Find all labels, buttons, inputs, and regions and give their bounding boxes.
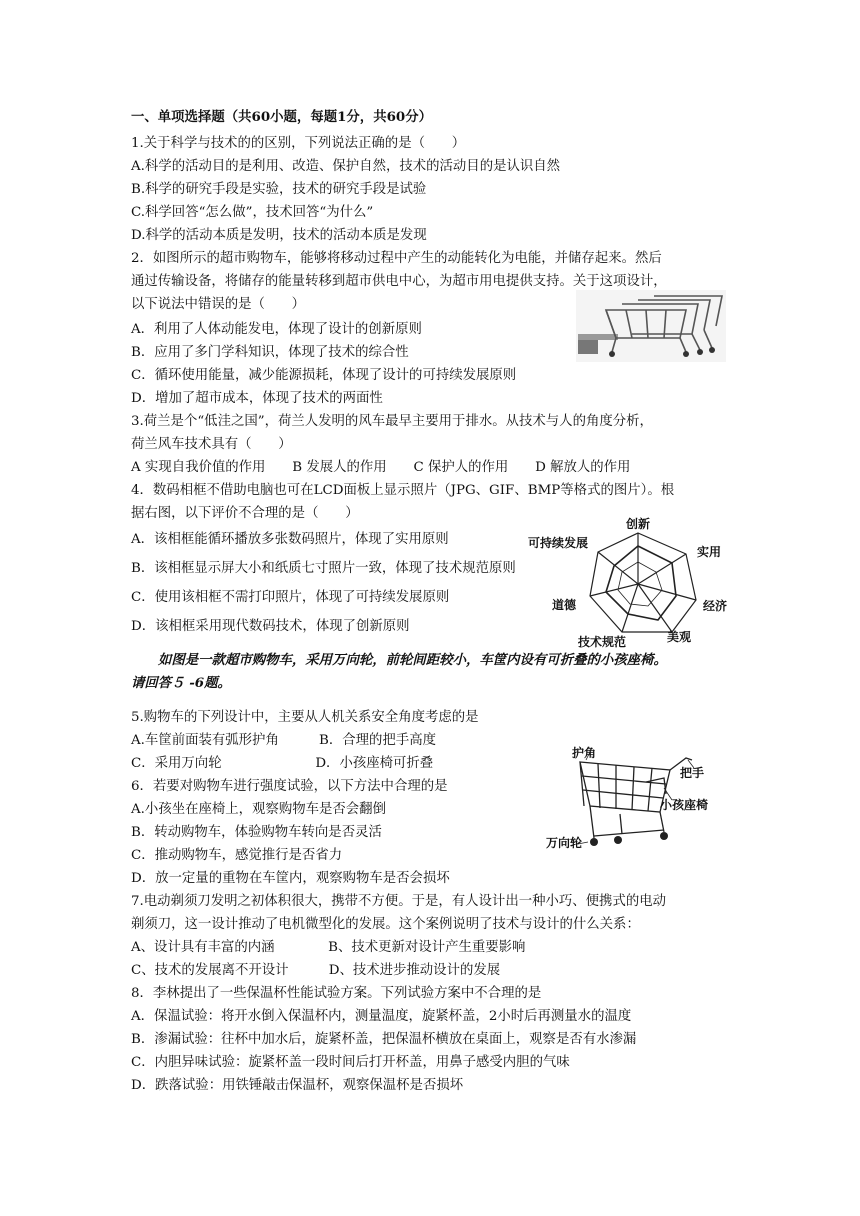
radar-label-economy: 经济 [703,599,728,613]
q6-option-b: B．转动购物车，体验购物车转向是否灵活 [131,825,382,840]
q2-option-b: B．应用了多门学科知识，体现了技术的综合性 [131,345,409,360]
q5-options-cd: C．采用万向轮 D．小孩座椅可折叠 [131,756,434,771]
radar-label-innovation: 创新 [626,517,651,531]
section-title: 一、单项选择题（共60小题，每题1分，共60分） [131,109,433,125]
group-intro-line2: 请回答５ -6题。 [131,675,231,691]
q2-stem-line3: 以下说法中错误的是（ ） [131,297,306,312]
q7-options-ab: A、设计具有丰富的内涵 B、技术更新对设计产生重要影响 [131,940,526,955]
cart-label-swivel-wheel: 万向轮 [546,836,583,850]
q6-stem: 6．若要对购物车进行强度试验，以下方法中合理的是 [131,779,448,794]
q6-option-d: D．放一定量的重物在车筐内，观察购物车是否会损坏 [131,871,450,886]
q8-stem: 8．李林提出了一些保温杯性能试验方案。下列试验方案中不合理的是 [131,986,542,1001]
q1-option-a: A.科学的活动目的是利用、改造、保护自然，技术的活动目的是认识自然 [131,159,561,174]
q3-stem-line1: 3.荷兰是个“低洼之国”，荷兰人发明的风车最早主要用于排水。从技术与人的角度分析， [131,414,653,429]
q5-options-ab: A.车筐前面装有弧形护角 B．合理的把手高度 [131,733,436,748]
q2-stem-line2: 通过传输设备，将储存的能量转移到超市供电中心，为超市用电提供支持。关于这项设计， [131,274,667,289]
cart-label-corner: 护角 [572,746,597,760]
q2-stem-line1: 2．如图所示的超市购物车，能够将移动过程中产生的动能转化为电能，并储存起来。然后 [131,251,662,266]
q2-option-d: D．增加了超市成本，体现了技术的两面性 [131,391,383,406]
group-intro-line1: 如图是一款超市购物车，采用万向轮，前轮间距较小，车筐内设有可折叠的小孩座椅。 [158,652,667,668]
q8-option-b: B．渗漏试验：往杯中加水后，旋紧杯盖，把保温杯横放在桌面上，观察是否有水渗漏 [131,1032,637,1047]
q2-option-c: C．循环使用能量，减少能源损耗，体现了设计的可持续发展原则 [131,368,517,383]
cart-label-handle: 把手 [680,766,705,780]
radar-label-morality: 道德 [552,598,577,612]
q1-option-b: B.科学的研究手段是实验，技术的研究手段是试验 [131,182,427,197]
q4-stem-line1: 4．数码相框不借助电脑也可在LCD面板上显示照片（JPG、GIF、BMP等格式的图片）。根 [131,483,675,498]
radar-label-sustainable: 可持续发展 [528,536,589,550]
q3-stem-line2: 荷兰风车技术具有（ ） [131,437,292,452]
q8-option-d: D．跌落试验：用铁锤敲击保温杯，观察保温杯是否损坏 [131,1078,464,1093]
q6-option-a: A.小孩坐在座椅上，观察购物车是否会翻倒 [131,802,386,817]
q7-stem-line1: 7.电动剃须刀发明之初体积很大，携带不方便。于是，有人设计出一种小巧、便携式的电动 [131,894,667,909]
radar-label-aesthetics: 美观 [667,630,692,644]
q4-stem-line2: 据右图，以下评价不合理的是（ ） [131,506,359,521]
q8-option-c: C．内胆异味试验：旋紧杯盖一段时间后打开杯盖，用鼻子感受内胆的气味 [131,1055,570,1070]
q7-options-cd: C、技术的发展离不开设计 D、技术进步推动设计的发展 [131,963,501,978]
q1-option-c: C.科学回答“怎么做”，技术回答“为什么” [131,205,374,220]
q3-options: A 实现自我价值的作用 B 发展人的作用 C 保护人的作用 D 解放人的作用 [131,460,631,475]
q5-stem: 5.购物车的下列设计中，主要从人机关系安全角度考虑的是 [131,710,479,725]
q8-option-a: A．保温试验：将开水倒入保温杯内，测量温度，旋紧杯盖，2小时后再测量水的温度 [131,1009,632,1024]
q4-option-a: A．该相框能循环播放多张数码照片，体现了实用原则 [131,532,449,547]
q6-option-c: C．推动购物车，感觉推行是否省力 [131,848,343,863]
q7-stem-line2: 剃须刀，这一设计推动了电机微型化的发展。这个案例说明了技术与设计的什么关系： [131,917,640,932]
radar-label-practical: 实用 [697,545,722,559]
cart-label-child-seat: 小孩座椅 [660,798,709,812]
q1-stem: 1.关于科学与技术的的区别，下列说法正确的是（ ） [131,136,466,151]
q2-option-a: A．利用了人体动能发电，体现了设计的创新原则 [131,322,422,337]
q4-option-b: B．该相框显示屏大小和纸质七寸照片一致，体现了技术规范原则 [131,561,516,576]
q4-option-d: D．该相框采用现代数码技术，体现了创新原则 [131,619,410,634]
radar-label-tech-standard: 技术规范 [578,635,627,649]
q4-option-c: C．使用该相框不需打印照片，体现了可持续发展原则 [131,590,450,605]
q1-option-d: D.科学的活动本质是发明，技术的活动本质是发现 [131,228,427,243]
stacked-carts-image [576,290,726,362]
